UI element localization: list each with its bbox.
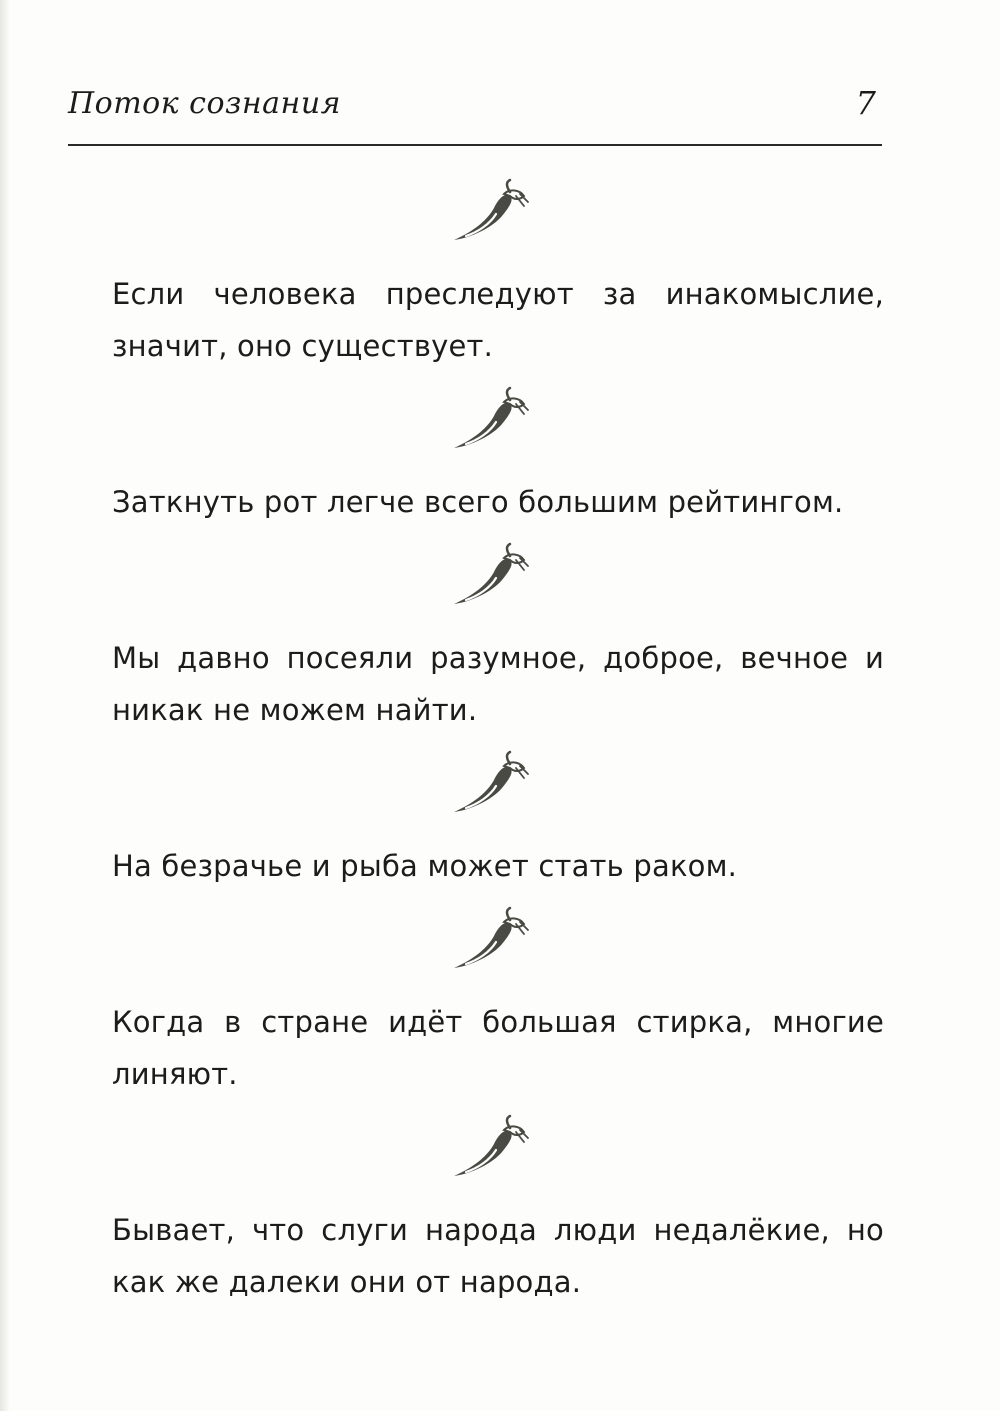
aphorism-entry — [112, 1114, 884, 1308]
chili-pepper-icon — [440, 178, 540, 254]
header-rule — [68, 144, 882, 146]
page-edge-shadow — [0, 0, 10, 1411]
aphorism-text: Когда в стране идёт большая стирка, многие линяют. — [112, 1005, 884, 1091]
page-header — [68, 78, 882, 138]
page-number: 7 — [855, 84, 876, 122]
aphorism-entry — [112, 750, 884, 892]
aphorism-entry — [112, 542, 884, 736]
running-title: Поток сознания — [68, 86, 342, 121]
aphorism-entry — [112, 906, 884, 1100]
chili-pepper-icon — [440, 386, 540, 462]
chili-pepper-icon — [440, 750, 540, 826]
aphorism-text: На безрачье и рыба может стать раком. — [112, 849, 738, 883]
aphorism-list — [112, 178, 884, 1322]
aphorism-text: Если человека преследуют за инакомыслие, значит, оно существует. — [112, 277, 884, 363]
aphorism-entry — [112, 386, 884, 528]
aphorism-text: Бывает, что слуги народа люди недалёкие, но как же далеки они от народа. — [112, 1213, 884, 1299]
chili-pepper-icon — [440, 542, 540, 618]
chili-pepper-icon — [440, 1114, 540, 1190]
aphorism-entry — [112, 178, 884, 372]
aphorism-text: Мы давно посеяли разумное, доброе, вечное и никак не можем найти. — [112, 641, 884, 727]
chili-pepper-icon — [440, 906, 540, 982]
aphorism-text: Заткнуть рот легче всего большим рейтингом. — [112, 485, 844, 519]
